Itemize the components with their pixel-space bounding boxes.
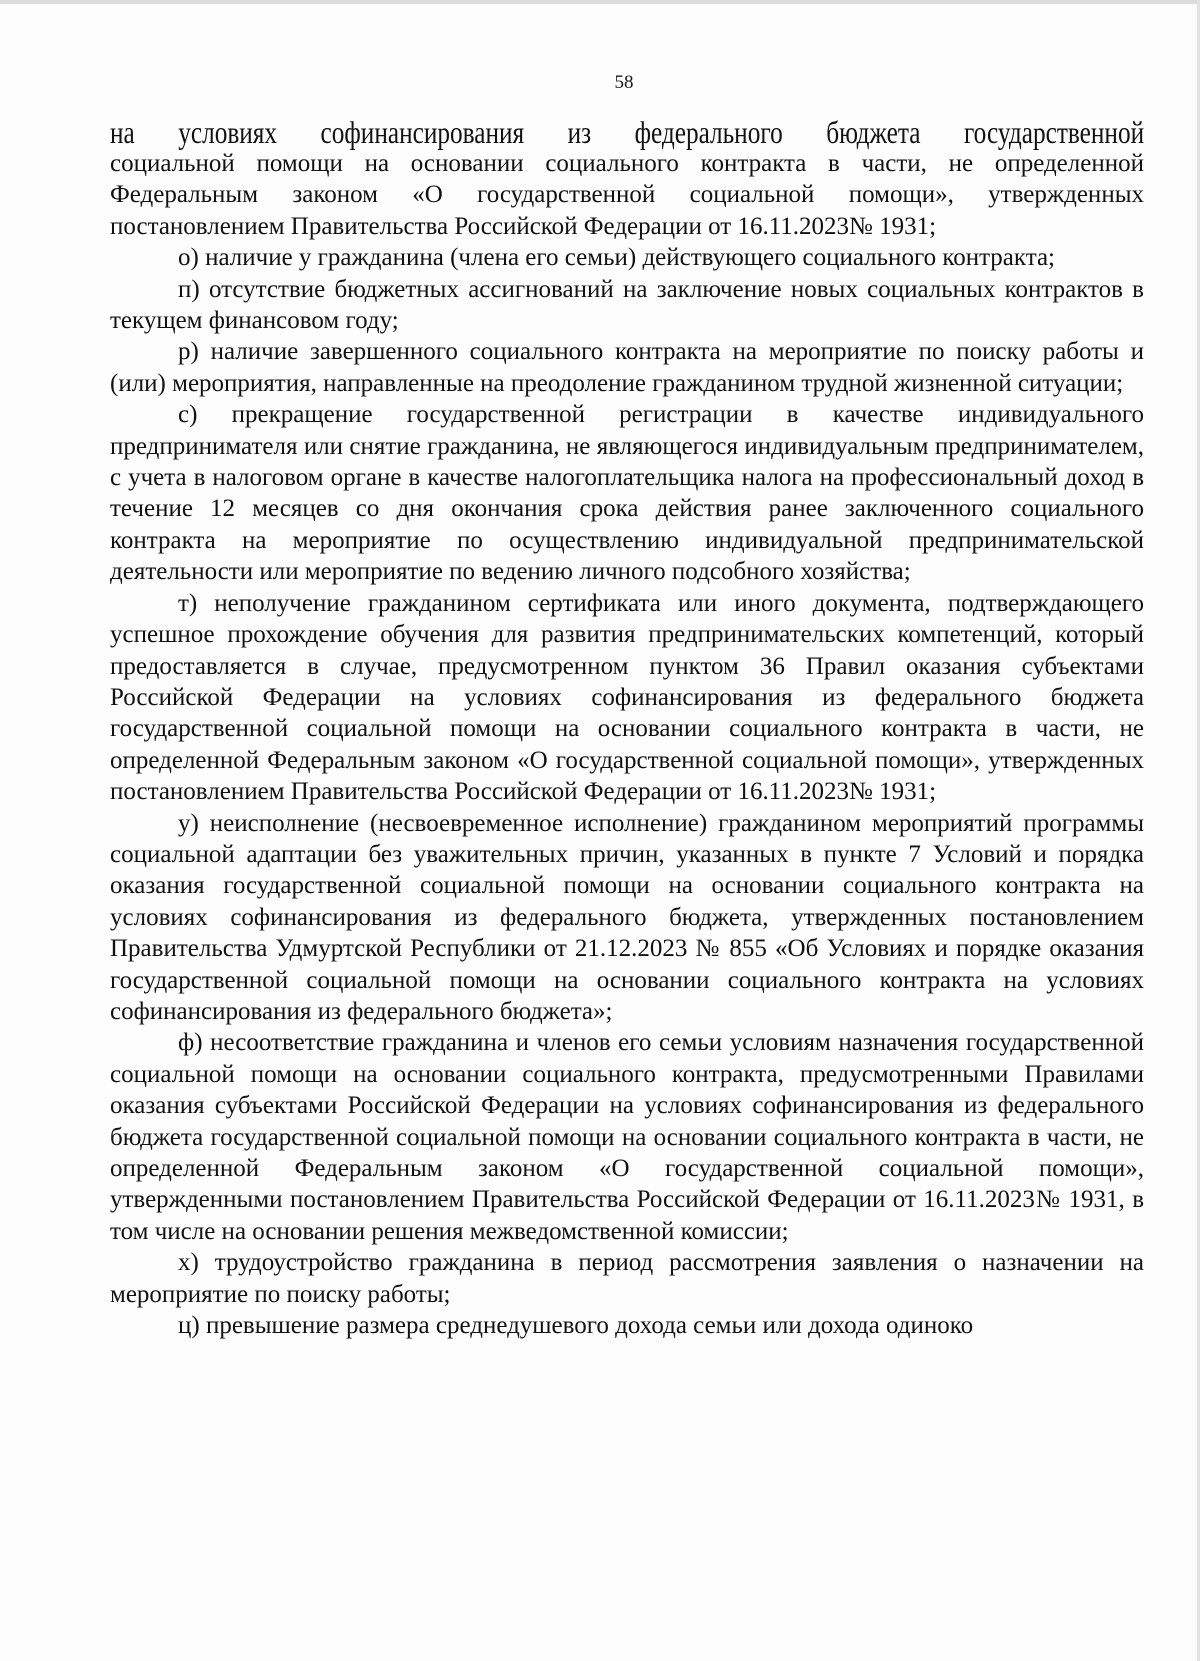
list-item-ts: ц) превышение размера среднедушевого дохода семьи или дохода одиноко: [178, 1312, 974, 1340]
list-item-u: у) неисполнение (несвоевременное исполнение) гражданином мероприятий программы социальной адаптации без уважительных причин, указанных в пункте 7 Условий и порядка оказания государственной социальной помощи на основании социального контракта на условиях софинансирования из федерального бюджета, утвержденных постановлением Правительства Удмуртской Республики от 21.12.2023 № 855 «Об Условиях и порядке оказания государственной социальной помощи на основании социального контракта на условиях софинансирования из федерального бюджета»;: [110, 809, 1144, 1025]
list-item-t: т) неполучение гражданином сертификата или иного документа, подтверждающего успешное прохождение обучения для развития предпринимательских компетенций, который предоставляется в случае, предусмотренном пунктом 36 Правил оказания субъектами Российской Федерации на условиях софинансирования из федерального бюджета государственной социальной помощи на основании социального контракта в части, не определенной Федеральным законом «О государственной социальной помощи», утвержденных постановлением Правительства Российской Федерации от 16.11.2023№ 1931;: [110, 589, 1144, 806]
list-item-kh: х) трудоустройство гражданина в период рассмотрения заявления о назначении на мероприятие по поиску работы;: [110, 1249, 1144, 1308]
continued-paragraph-text: социальной помощи на основании социального контракта в части, не определенной Федеральным законом «О государственной социальной помощи», утвержденных постановлением Правительства Российской Федерации от 16.11.2023№ 1931;: [110, 150, 1144, 240]
list-item-s: с) прекращение государственной регистрации в качестве индивидуального предпринимателя или снятие гражданина, не являющегося индивидуальным предпринимателем, с учета в налоговом органе в качестве налогоплательщика налога на профессиональный доход в течение 12 месяцев со дня окончания срока действия ранее заключенного социального контракта на мероприятие по осуществлению индивидуальной предпринимательской деятельности или мероприятие по ведению личного подсобного хозяйства;: [110, 401, 1144, 586]
first-line: на условиях софинансирования из федерального бюджета государственной: [110, 114, 1145, 150]
list-item-f: ф) несоответствие гражданина и членов его семьи условиям назначения государственной социальной помощи на основании социального контракта, предусмотренными Правилами оказания субъектами Российской Федерации на условиях софинансирования из федерального бюджета государственной социальной помощи на основании социального контракта в части, не определенной Федеральным законом «О государственной социальной помощи», утвержденными постановлением Правительства Российской Федерации от 16.11.2023№ 1931, в том числе на основании решения межведомственной комиссии;: [110, 1029, 1144, 1245]
continued-paragraph: [110, 116, 1144, 242]
page-number: 58: [614, 72, 634, 93]
scan-edge-top: [0, 0, 1200, 4]
list-item-r: р) наличие завершенного социального контракта на мероприятие по поиску работы и (или) мероприятия, направленные на преодоление гражданином трудной жизненной ситуации;: [110, 338, 1144, 397]
list-item-p: п) отсутствие бюджетных ассигнований на заключение новых социальных контрактов в текущем финансовом году;: [110, 275, 1144, 335]
document-body: [110, 116, 1144, 1341]
list-item-o: о) наличие у гражданина (члена его семьи) действующего социального контракта;: [178, 244, 1055, 272]
